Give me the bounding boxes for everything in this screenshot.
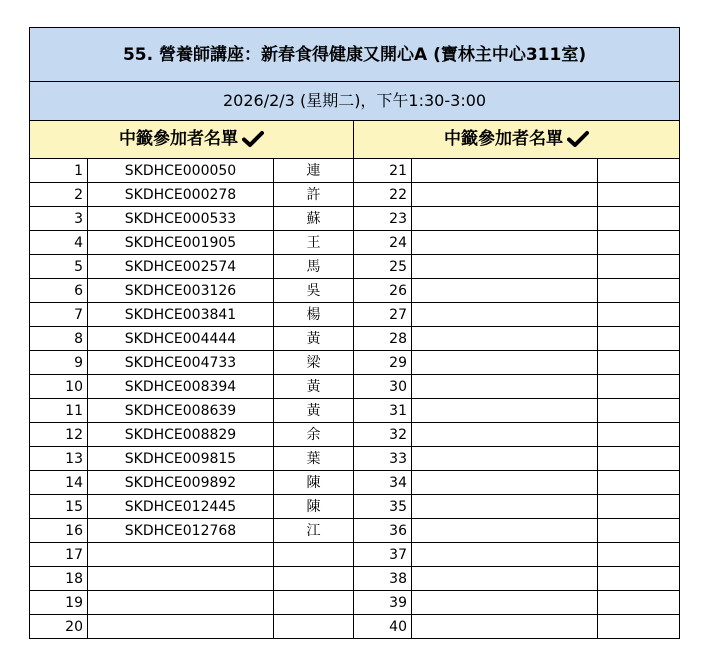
participant-code: SKDHCE008639 — [88, 399, 274, 423]
event-date-time: 2026/2/3 (星期二)，下午1:30-3:00 — [30, 82, 680, 121]
participant-surname: 連 — [274, 159, 354, 183]
row-number: 7 — [30, 303, 88, 327]
participant-surname-right — [598, 447, 680, 471]
right-list-header — [354, 121, 680, 159]
row-number-right: 32 — [354, 423, 412, 447]
participant-surname: 陳 — [274, 495, 354, 519]
participant-surname: 陳 — [274, 471, 354, 495]
participant-code-right — [412, 519, 598, 543]
participant-code: SKDHCE008394 — [88, 375, 274, 399]
participant-code-right — [412, 351, 598, 375]
table-row — [30, 519, 680, 543]
participant-code: SKDHCE012445 — [88, 495, 274, 519]
checkmark-icon — [242, 130, 264, 150]
participant-code: SKDHCE004444 — [88, 327, 274, 351]
participant-surname-right — [598, 207, 680, 231]
row-number-right: 28 — [354, 327, 412, 351]
participant-surname-right — [598, 255, 680, 279]
checkmark-icon — [567, 130, 589, 150]
row-number: 8 — [30, 327, 88, 351]
participant-surname-right — [598, 423, 680, 447]
row-number-right: 29 — [354, 351, 412, 375]
row-number: 12 — [30, 423, 88, 447]
left-header-label: 中籤參加者名單 — [119, 128, 238, 149]
participant-surname: 梁 — [274, 351, 354, 375]
left-list-header — [30, 121, 354, 159]
participant-surname — [274, 591, 354, 615]
participant-code: SKDHCE001905 — [88, 231, 274, 255]
participant-code-right — [412, 423, 598, 447]
participant-surname: 江 — [274, 519, 354, 543]
participant-surname-right — [598, 231, 680, 255]
participant-code — [88, 567, 274, 591]
row-number-right: 37 — [354, 543, 412, 567]
table-row — [30, 399, 680, 423]
participant-surname-right — [598, 375, 680, 399]
table-row — [30, 303, 680, 327]
participant-surname-right — [598, 303, 680, 327]
row-number: 3 — [30, 207, 88, 231]
participant-code: SKDHCE000050 — [88, 159, 274, 183]
participant-surname: 黃 — [274, 399, 354, 423]
row-number: 9 — [30, 351, 88, 375]
participant-surname: 馬 — [274, 255, 354, 279]
row-number: 4 — [30, 231, 88, 255]
participant-surname-right — [598, 471, 680, 495]
table-row — [30, 543, 680, 567]
row-number: 5 — [30, 255, 88, 279]
row-number-right: 21 — [354, 159, 412, 183]
row-number-right: 22 — [354, 183, 412, 207]
participant-surname-right — [598, 327, 680, 351]
participant-code-right — [412, 399, 598, 423]
table-row — [30, 447, 680, 471]
row-number-right: 27 — [354, 303, 412, 327]
participant-surname: 黃 — [274, 375, 354, 399]
participant-surname — [274, 615, 354, 639]
participant-surname: 吳 — [274, 279, 354, 303]
row-number-right: 31 — [354, 399, 412, 423]
participant-surname-right — [598, 279, 680, 303]
row-number-right: 40 — [354, 615, 412, 639]
participant-surname-right — [598, 591, 680, 615]
row-number: 19 — [30, 591, 88, 615]
row-number: 13 — [30, 447, 88, 471]
participant-surname-right — [598, 159, 680, 183]
row-number: 18 — [30, 567, 88, 591]
participant-surname — [274, 543, 354, 567]
participant-code-right — [412, 495, 598, 519]
row-number-right: 36 — [354, 519, 412, 543]
table-row — [30, 375, 680, 399]
participant-code-right — [412, 543, 598, 567]
row-number-right: 24 — [354, 231, 412, 255]
participant-surname-right — [598, 567, 680, 591]
participant-surname-right — [598, 351, 680, 375]
table-row — [30, 615, 680, 639]
row-number-right: 30 — [354, 375, 412, 399]
participant-surname — [274, 567, 354, 591]
row-number-right: 35 — [354, 495, 412, 519]
table-row — [30, 279, 680, 303]
event-title: 55. 營養師講座：新春食得健康又開心A (寶林主中心311室) — [30, 28, 680, 82]
participant-code-right — [412, 255, 598, 279]
row-number: 17 — [30, 543, 88, 567]
participant-surname: 余 — [274, 423, 354, 447]
table-row — [30, 591, 680, 615]
participant-code: SKDHCE003126 — [88, 279, 274, 303]
row-number-right: 25 — [354, 255, 412, 279]
participant-code-right — [412, 327, 598, 351]
row-number-right: 26 — [354, 279, 412, 303]
participant-code: SKDHCE000533 — [88, 207, 274, 231]
participant-code — [88, 591, 274, 615]
table-row — [30, 327, 680, 351]
participant-code-right — [412, 375, 598, 399]
participant-surname-right — [598, 183, 680, 207]
table-row — [30, 183, 680, 207]
table-row — [30, 255, 680, 279]
table-row — [30, 351, 680, 375]
row-number-right: 33 — [354, 447, 412, 471]
participant-code: SKDHCE009815 — [88, 447, 274, 471]
row-number: 15 — [30, 495, 88, 519]
participant-code-right — [412, 159, 598, 183]
row-number-right: 39 — [354, 591, 412, 615]
participant-code-right — [412, 615, 598, 639]
participant-code — [88, 543, 274, 567]
table-row — [30, 231, 680, 255]
right-header-label: 中籤參加者名單 — [444, 128, 564, 149]
row-number: 20 — [30, 615, 88, 639]
participant-surname-right — [598, 495, 680, 519]
participant-surname: 蘇 — [274, 207, 354, 231]
participant-surname: 葉 — [274, 447, 354, 471]
participant-code-right — [412, 471, 598, 495]
participant-surname: 黃 — [274, 327, 354, 351]
participant-code: SKDHCE000278 — [88, 183, 274, 207]
participant-list-sheet — [29, 27, 680, 639]
participant-code-right — [412, 567, 598, 591]
participant-surname-right — [598, 615, 680, 639]
row-number-right: 23 — [354, 207, 412, 231]
participant-surname-right — [598, 519, 680, 543]
table-row — [30, 495, 680, 519]
participant-surname: 許 — [274, 183, 354, 207]
row-number: 1 — [30, 159, 88, 183]
participant-code-right — [412, 303, 598, 327]
participant-surname-right — [598, 399, 680, 423]
participant-surname: 楊 — [274, 303, 354, 327]
participant-code-right — [412, 591, 598, 615]
row-number: 6 — [30, 279, 88, 303]
row-number: 14 — [30, 471, 88, 495]
participant-code-right — [412, 231, 598, 255]
participant-code-right — [412, 447, 598, 471]
participant-surname: 王 — [274, 231, 354, 255]
participant-code: SKDHCE008829 — [88, 423, 274, 447]
row-number: 11 — [30, 399, 88, 423]
row-number: 10 — [30, 375, 88, 399]
row-number: 16 — [30, 519, 88, 543]
participant-code-right — [412, 279, 598, 303]
participant-code: SKDHCE009892 — [88, 471, 274, 495]
participant-code: SKDHCE003841 — [88, 303, 274, 327]
table-row — [30, 567, 680, 591]
table-row — [30, 423, 680, 447]
row-number: 2 — [30, 183, 88, 207]
row-number-right: 34 — [354, 471, 412, 495]
participant-code-right — [412, 183, 598, 207]
participant-code — [88, 615, 274, 639]
table-row — [30, 159, 680, 183]
participant-code: SKDHCE004733 — [88, 351, 274, 375]
table-row — [30, 207, 680, 231]
participant-code: SKDHCE002574 — [88, 255, 274, 279]
participant-code: SKDHCE012768 — [88, 519, 274, 543]
table-row — [30, 471, 680, 495]
row-number-right: 38 — [354, 567, 412, 591]
participant-surname-right — [598, 543, 680, 567]
participant-code-right — [412, 207, 598, 231]
